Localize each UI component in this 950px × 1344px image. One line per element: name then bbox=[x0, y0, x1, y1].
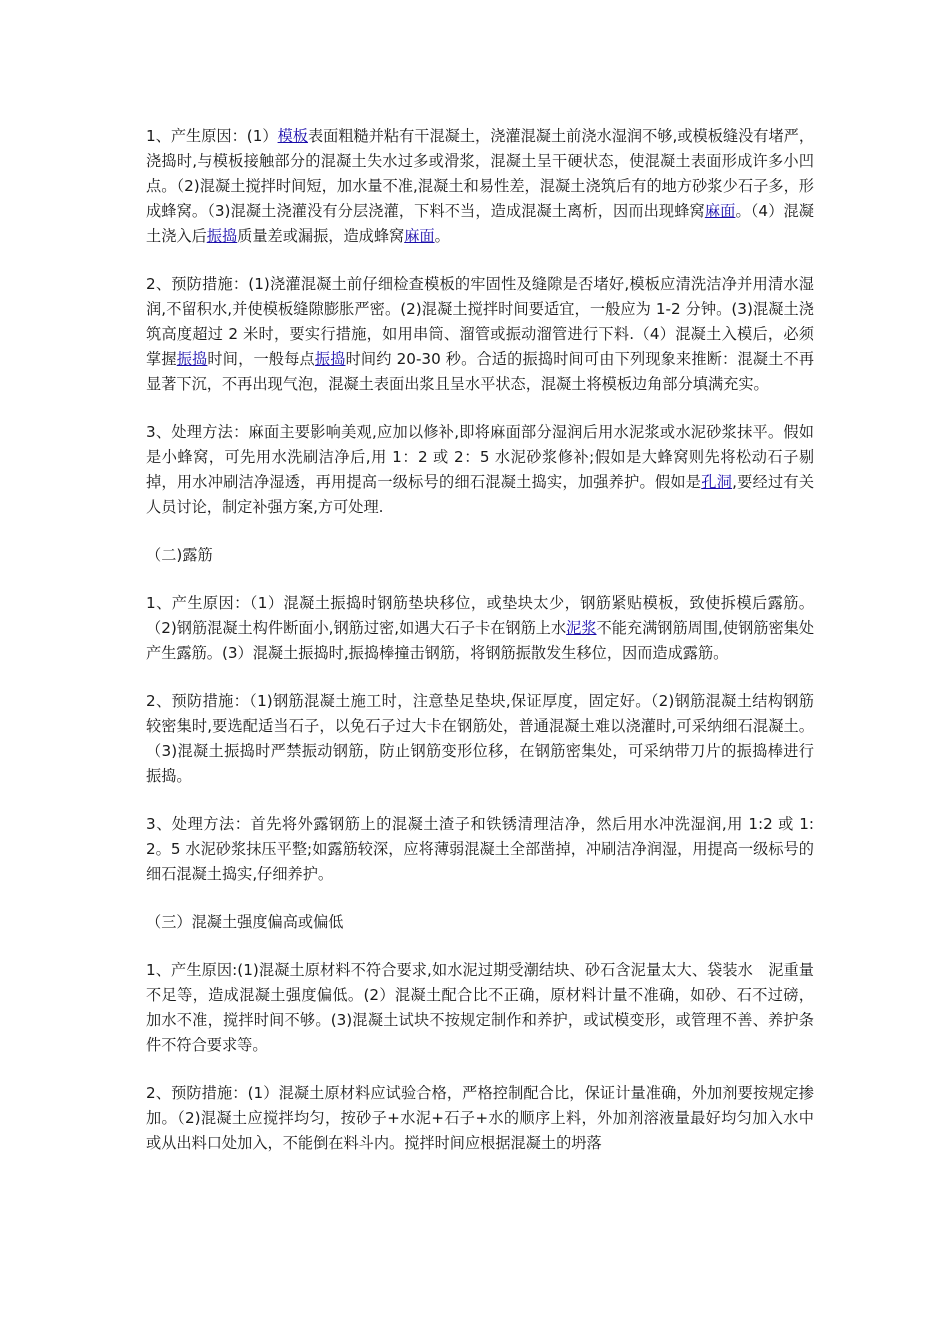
text-run: 不能充满钢筋周围,使钢筋密集处产生露筋。(3）混凝土振捣时,振捣棒撞击钢筋，将钢筋振散发生移位，因而造成露筋。 bbox=[146, 619, 815, 662]
text-run: 质量差或漏振，造成蜂窝 bbox=[237, 227, 405, 245]
text-run: 1、产生原因：（1）混凝土振捣时钢筋垫块移位，或垫块太少，钢筋紧贴模板，致使拆模后露筋。（2)钢筋混凝土构件断面小,钢筋过密,如遇大石子卡在钢筋上水 bbox=[146, 594, 814, 637]
link-vibration[interactable]: 振捣 bbox=[206, 227, 238, 245]
paragraph-prevention-strength: 2、预防措施：(1）混凝土原材料应试验合格，严格控制配合比，保证计量准确，外加剂要按规定掺加。（2)混凝土应搅拌均匀，按砂子+水泥+石子+水的顺序上料，外加剂溶液量最好均匀加入水中或从出料口处加入，不能倒在料斗内。搅拌时间应根据混凝土的坍落 bbox=[146, 1084, 814, 1152]
link-slurry[interactable]: 泥浆 bbox=[566, 619, 597, 637]
text-run: ,要经过有关人员讨论，制定补强方案,方可处理. bbox=[146, 473, 815, 516]
link-formwork[interactable]: 模板 bbox=[277, 127, 308, 145]
paragraph-cause-strength: 1、产生原因:(1)混凝土原材料不符合要求,如水泥过期受潮结块、砂石含泥量太大、袋装水 泥重量不足等，造成混凝土强度偏低。(2）混凝土配合比不正确，原材料计量不准确，如砂、石不过磅，加水不准，搅拌时间不够。(3)混凝土试块不按规定制作和养护，或试模变形，或管理不善、养护条件不符合要求等。 bbox=[146, 961, 814, 1054]
text-run: 时间约 20-30 秒。合适的振捣时间可由下列现象来推断：混凝土不再显著下沉，不再出现气泡，混凝土表面出浆且呈水平状态，混凝土将模板边角部分填满充实。 bbox=[146, 350, 815, 393]
paragraph-treatment-honeycomb bbox=[146, 420, 814, 520]
heading-exposed-rebar: （二)露筋 bbox=[146, 546, 213, 564]
paragraph-cause-honeycomb bbox=[146, 124, 814, 249]
paragraph-prevention-exposed-rebar: 2、预防措施：（1)钢筋混凝土施工时，注意垫足垫块,保证厚度，固定好。（2)钢筋混凝土结构钢筋较密集时,要选配适当石子，以免石子过大卡在钢筋处，普通混凝土难以浇灌时,可采纳细石混凝土。（3)混凝土振捣时严禁振动钢筋，防止钢筋变形位移，在钢筋密集处，可采纳带刀片的振捣棒进行振捣。 bbox=[146, 692, 814, 785]
text-run: 表面粗糙并粘有干混凝土，浇灌混凝土前浇水湿润不够,或模板缝没有堵严，浇捣时,与模板接触部分的混凝土失水过多或滑浆，混凝土呈干硬状态，使混凝土表面形成许多小凹点。（2)混凝土搅拌时间短，加水量不准,混凝土和易性差，混凝土浇筑后有的地方砂浆少石子多，形成蜂窝。（3)混凝土浇灌没有分层浇灌，下料不当，造成混凝土离析，因而出现蜂窝 bbox=[146, 127, 815, 220]
text-run: 2、预防措施：(1)浇灌混凝土前仔细检查模板的牢固性及缝隙是否堵好,模板应清洗洁净并用清水湿润,不留积水,并使模板缝隙膨胀严密。(2)混凝土搅拌时间要适宜，一般应为 1-2 分钟。(3)混凝土浇筑高度超过 2 米时，要实行措施，如用串筒、溜管或振动溜管进行下料.（4）混凝土入模后，必须掌握 bbox=[146, 275, 814, 368]
text-run: 。（4）混凝土浇入后 bbox=[146, 202, 814, 245]
text-run: 1、产生原因：(1） bbox=[146, 127, 278, 145]
paragraph-prevention-honeycomb bbox=[146, 272, 814, 397]
paragraph-cause-exposed-rebar bbox=[146, 591, 814, 666]
document-body bbox=[146, 124, 814, 1179]
link-pitted-surface[interactable]: 麻面 bbox=[404, 227, 435, 245]
heading-strength-deviation: （三）混凝土强度偏高或偏低 bbox=[146, 913, 344, 931]
link-vibration[interactable]: 振捣 bbox=[176, 350, 208, 368]
text-run: 3、处理方法：麻面主要影响美观,应加以修补,即将麻面部分湿润后用水泥浆或水泥砂浆抹平。假如是小蜂窝，可先用水洗刷洁净后,用 1：2 或 2：5 水泥砂浆修补;假如是大蜂窝则先将松动石子剔掉，用水冲刷洁净湿透，再用提高一级标号的细石混凝土捣实，加强养护。假如是 bbox=[146, 423, 814, 491]
paragraph-treatment-exposed-rebar: 3、处理方法：首先将外露钢筋上的混凝土渣子和铁锈清理洁净，然后用水冲洗湿润,用 1:2 或 1:2。5 水泥砂浆抹压平整;如露筋较深，应将薄弱混凝土全部凿掉，冲刷洁净润湿，用提高一级标号的细石混凝土捣实,仔细养护。 bbox=[146, 815, 814, 883]
text-run: 时间，一般每点 bbox=[207, 350, 315, 368]
link-vibration[interactable]: 振捣 bbox=[314, 350, 346, 368]
text-run: 。 bbox=[434, 227, 450, 245]
link-pitted-surface[interactable]: 麻面 bbox=[704, 202, 736, 220]
link-hole[interactable]: 孔洞 bbox=[701, 473, 733, 491]
